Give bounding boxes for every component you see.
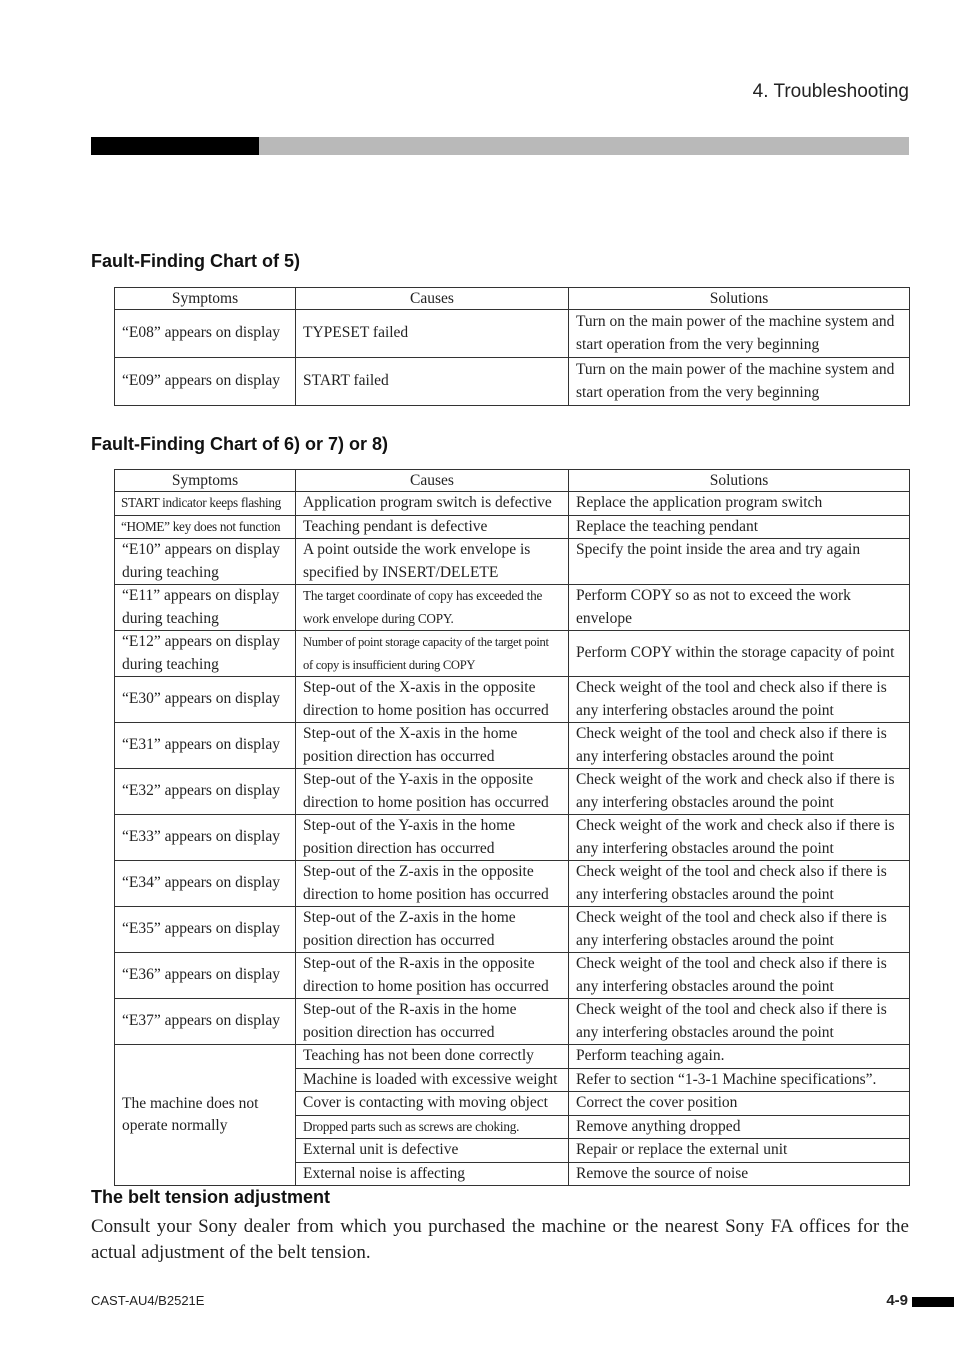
col-header-symptoms: Symptoms	[115, 470, 296, 492]
cause-cell: Step-out of the X-axis in the home position direction has occurred	[296, 723, 569, 769]
cause-cell: A point outside the work envelope is specified by INSERT/DELETE	[296, 539, 569, 585]
table-row	[115, 723, 910, 769]
solution-cell: Check weight of the work and check also if there is any interfering obstacles around the point	[569, 769, 910, 815]
solution-cell: Check weight of the tool and check also if there is any interfering obstacles around the point	[569, 861, 910, 907]
chart678-table	[114, 469, 910, 1186]
cause-cell: Teaching pendant is defective	[296, 515, 569, 539]
symptom-cell: “E34” appears on display	[115, 861, 296, 907]
table-row	[115, 585, 910, 631]
symptom-cell: “HOME” key does not function	[115, 515, 296, 539]
solution-cell: Check weight of the tool and check also if there is any interfering obstacles around the point	[569, 953, 910, 999]
solution-cell: Perform COPY within the storage capacity of point	[569, 631, 910, 677]
symptom-cell: “E30” appears on display	[115, 677, 296, 723]
solution-cell: Perform teaching again.	[569, 1045, 910, 1069]
solution-cell: Repair or replace the external unit	[569, 1139, 910, 1163]
cause-cell: Step-out of the R-axis in the opposite direction to home position has occurred	[296, 953, 569, 999]
cause-cell: External unit is defective	[296, 1139, 569, 1163]
table-row	[115, 769, 910, 815]
solution-cell: Refer to section “1-3-1 Machine specifications”.	[569, 1068, 910, 1092]
table-row	[115, 631, 910, 677]
symptom-cell: “E09” appears on display	[115, 358, 296, 406]
solution-cell: Check weight of the work and check also if there is any interfering obstacles around the point	[569, 815, 910, 861]
belt-title: The belt tension adjustment	[91, 1187, 331, 1207]
table-row	[115, 539, 910, 585]
symptom-cell: “E31” appears on display	[115, 723, 296, 769]
col-header-causes: Causes	[296, 470, 569, 492]
table-row	[115, 492, 910, 516]
symptom-cell: “E11” appears on display during teaching	[115, 585, 296, 631]
table-row	[115, 861, 910, 907]
symptom-cell: START indicator keeps flashing	[115, 492, 296, 516]
symptom-cell: “E10” appears on display during teaching	[115, 539, 296, 585]
solution-cell: Correct the cover position	[569, 1092, 910, 1116]
solution-cell: Remove anything dropped	[569, 1115, 910, 1139]
solution-cell: Turn on the main power of the machine system and start operation from the very beginning	[569, 310, 910, 358]
cause-cell: Step-out of the Z-axis in the home position direction has occurred	[296, 907, 569, 953]
section-header: 4. Troubleshooting	[752, 81, 909, 102]
chart5-table	[114, 287, 910, 406]
solution-cell: Check weight of the tool and check also if there is any interfering obstacles around the point	[569, 999, 910, 1045]
cause-cell: Machine is loaded with excessive weight	[296, 1068, 569, 1092]
table-row	[115, 1045, 910, 1069]
document-id: CAST-AU4/B2521E	[91, 1293, 205, 1308]
solution-cell: Check weight of the tool and check also if there is any interfering obstacles around the point	[569, 677, 910, 723]
chart5-title: Fault-Finding Chart of 5)	[91, 251, 300, 271]
cause-cell: Dropped parts such as screws are choking.	[296, 1115, 569, 1139]
symptom-cell: “E12” appears on display during teaching	[115, 631, 296, 677]
header-rule	[91, 137, 909, 155]
cause-cell: External noise is affecting	[296, 1162, 569, 1186]
page-marker	[912, 1297, 954, 1307]
table-row	[115, 999, 910, 1045]
cause-cell: Cover is contacting with moving object	[296, 1092, 569, 1116]
cause-cell: START failed	[296, 358, 569, 406]
solution-cell: Replace the application program switch	[569, 492, 910, 516]
symptom-cell: “E32” appears on display	[115, 769, 296, 815]
table-row	[115, 953, 910, 999]
cause-cell: Number of point storage capacity of the target point of copy is insufficient during COPY	[296, 631, 569, 677]
cause-cell: Step-out of the Z-axis in the opposite direction to home position has occurred	[296, 861, 569, 907]
solution-cell: Remove the source of noise	[569, 1162, 910, 1186]
cause-cell: Step-out of the Y-axis in the home position direction has occurred	[296, 815, 569, 861]
symptom-cell: “E37” appears on display	[115, 999, 296, 1045]
cause-cell: The target coordinate of copy has exceeded the work envelope during COPY.	[296, 585, 569, 631]
table-row	[115, 358, 910, 406]
table-row	[115, 515, 910, 539]
cause-cell: Teaching has not been done correctly	[296, 1045, 569, 1069]
table-row	[115, 907, 910, 953]
symptom-cell: “E33” appears on display	[115, 815, 296, 861]
cause-cell: Application program switch is defective	[296, 492, 569, 516]
header-rule-accent	[91, 137, 259, 155]
cause-cell: Step-out of the Y-axis in the opposite direction to home position has occurred	[296, 769, 569, 815]
table-row	[115, 310, 910, 358]
col-header-symptoms: Symptoms	[115, 288, 296, 310]
solution-cell: Turn on the main power of the machine system and start operation from the very beginning	[569, 358, 910, 406]
col-header-solutions: Solutions	[569, 288, 910, 310]
solution-cell: Replace the teaching pendant	[569, 515, 910, 539]
cause-cell: Step-out of the R-axis in the home position direction has occurred	[296, 999, 569, 1045]
symptom-cell: “E36” appears on display	[115, 953, 296, 999]
solution-cell: Specify the point inside the area and try again	[569, 539, 910, 585]
symptom-cell: “E35” appears on display	[115, 907, 296, 953]
solution-cell: Check weight of the tool and check also if there is any interfering obstacles around the point	[569, 723, 910, 769]
col-header-solutions: Solutions	[569, 470, 910, 492]
symptom-cell: “E08” appears on display	[115, 310, 296, 358]
col-header-causes: Causes	[296, 288, 569, 310]
table-header-row	[115, 470, 910, 492]
chart678-title: Fault-Finding Chart of 6) or 7) or 8)	[91, 434, 388, 454]
cause-cell: TYPESET failed	[296, 310, 569, 358]
cause-cell: Step-out of the X-axis in the opposite direction to home position has occurred	[296, 677, 569, 723]
table-row	[115, 815, 910, 861]
table-header-row	[115, 288, 910, 310]
solution-cell: Check weight of the tool and check also if there is any interfering obstacles around the point	[569, 907, 910, 953]
belt-paragraph: Consult your Sony dealer from which you purchased the machine or the nearest Sony FA offices for the actual adjustment of the belt tension.	[91, 1216, 909, 1263]
solution-cell: Perform COPY so as not to exceed the work envelope	[569, 585, 910, 631]
table-row	[115, 677, 910, 723]
symptom-cell-group: The machine does not operate normally	[115, 1045, 296, 1186]
page-number: 4-9	[886, 1292, 908, 1309]
